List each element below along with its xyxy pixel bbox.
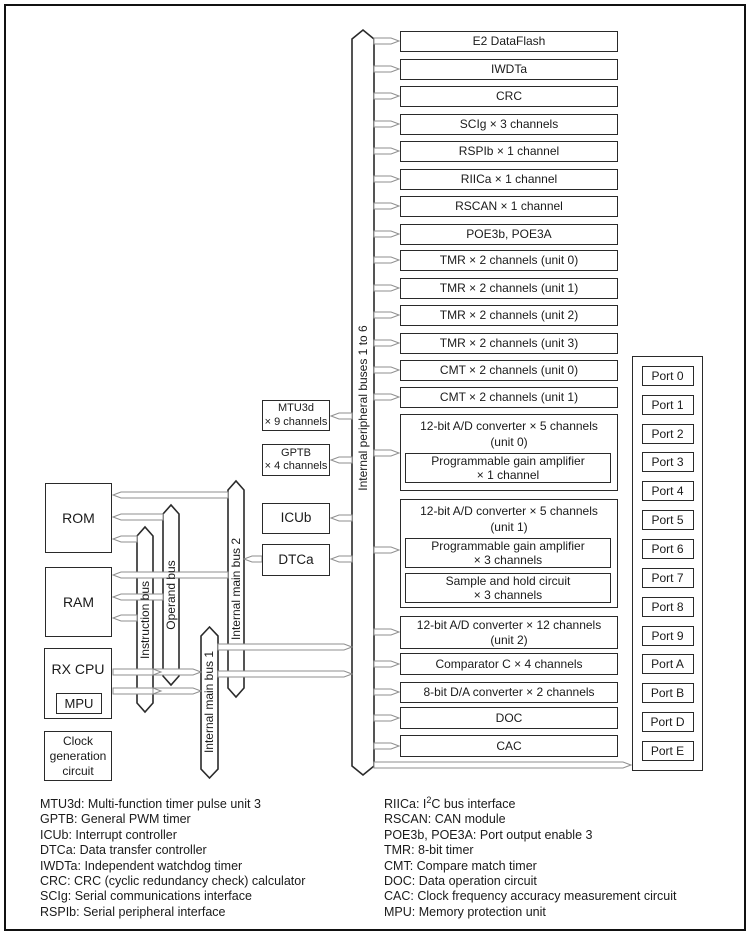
port-d: Port D (642, 712, 694, 732)
block-dtca: DTCa (262, 544, 330, 576)
block-comparator-c: Comparator C × 4 channels (400, 653, 618, 675)
block-dac: 8-bit D/A converter × 2 channels (400, 682, 618, 703)
bus-operand-label: Operand bus (164, 560, 178, 630)
block-pga-unit0: Programmable gain amplifier × 1 channel (405, 453, 611, 483)
legend-line: CAC: Clock frequency accuracy measurement circuit (384, 889, 677, 904)
block-rx-cpu (44, 648, 112, 719)
bus-internal-main-2-label: Internal main bus 2 (229, 537, 243, 641)
legend-right (384, 794, 677, 920)
legend-line: MTU3d: Multi-function timer pulse unit 3 (40, 797, 261, 811)
block-ram: RAM (45, 567, 112, 637)
block-scig: SCIg × 3 channels (400, 114, 618, 135)
adc-unit1-title: 12-bit A/D converter × 5 channels (unit 1) (420, 504, 598, 534)
adc-unit0-title: 12-bit A/D converter × 5 channels (unit 0) (420, 419, 598, 449)
legend-line: DTCa: Data transfer controller (40, 843, 207, 858)
port-b: Port B (642, 683, 694, 703)
port-9: Port 9 (642, 626, 694, 646)
mtu3d-name: MTU3d (277, 402, 315, 415)
port-a: Port A (642, 654, 694, 674)
block-clock-generation: Clock generation circuit (44, 731, 112, 781)
block-crc: CRC (400, 86, 618, 107)
port-5: Port 5 (642, 510, 694, 530)
legend-line: CRC: CRC (cyclic redundancy check) calculator (40, 874, 306, 889)
legend-line: POE3b, POE3A: Port output enable 3 (384, 827, 593, 842)
block-cmt-unit1: CMT × 2 channels (unit 1) (400, 387, 618, 408)
block-pga-unit1: Programmable gain amplifier × 3 channels (405, 538, 611, 568)
legend-line: RSPIb: Serial peripheral interface (40, 904, 226, 919)
rx-cpu-label: RX CPU (51, 661, 105, 677)
legend-line: SCIg: Serial communications interface (40, 889, 252, 904)
block-gptb (262, 444, 330, 476)
block-rom: ROM (45, 483, 112, 553)
block-tmr-unit3: TMR × 2 channels (unit 3) (400, 333, 618, 354)
port-3: Port 3 (642, 452, 694, 472)
block-cmt-unit0: CMT × 2 channels (unit 0) (400, 360, 618, 381)
block-adc-unit0 (400, 414, 618, 491)
gptb-name: GPTB (281, 446, 311, 459)
block-tmr-unit1: TMR × 2 channels (unit 1) (400, 278, 618, 299)
block-tmr-unit0: TMR × 2 channels (unit 0) (400, 250, 618, 271)
legend-line: ICUb: Interrupt controller (40, 827, 177, 842)
block-e2-dataflash: E2 DataFlash (400, 31, 618, 52)
gptb-channels: × 4 channels (264, 460, 328, 472)
block-rspib: RSPIb × 1 channel (400, 141, 618, 162)
bus-internal-main-1-label: Internal main bus 1 (202, 650, 216, 754)
legend-line: MPU: Memory protection unit (384, 904, 546, 919)
port-8: Port 8 (642, 597, 694, 617)
block-icub: ICUb (262, 503, 330, 534)
block-adc-unit1 (400, 499, 618, 608)
port-4: Port 4 (642, 481, 694, 501)
legend-line: DOC: Data operation circuit (384, 874, 537, 889)
bus-instruction-label: Instruction bus (138, 580, 152, 660)
legend-line: TMR: 8-bit timer (384, 843, 474, 858)
legend-line: IWDTa: Independent watchdog timer (40, 858, 243, 873)
block-iwdta: IWDTa (400, 59, 618, 80)
port-2: Port 2 (642, 424, 694, 444)
port-7: Port 7 (642, 568, 694, 588)
bus-internal-peripheral-label: Internal peripheral buses 1 to 6 (356, 325, 370, 491)
block-doc: DOC (400, 707, 618, 729)
legend-line: CMT: Compare match timer (384, 858, 537, 873)
block-tmr-unit2: TMR × 2 channels (unit 2) (400, 305, 618, 326)
ports-panel (632, 356, 703, 771)
legend-left (40, 797, 305, 920)
block-poe3: POE3b, POE3A (400, 224, 618, 245)
mtu3d-channels: × 9 channels (264, 415, 328, 428)
legend-line-riica: RIICa: $I^2C$ bus interface (384, 794, 516, 811)
block-mpu (56, 693, 102, 714)
port-6: Port 6 (642, 539, 694, 559)
port-e: Port E (642, 741, 694, 761)
block-adc-unit2: 12-bit A/D converter × 12 channels (unit 2) (400, 616, 618, 649)
block-sample-hold: Sample and hold circuit × 3 channels (405, 573, 611, 603)
block-mtu3d (262, 400, 330, 431)
block-rscan: RSCAN × 1 channel (400, 196, 618, 217)
legend-line: GPTB: General PWM timer (40, 812, 191, 827)
port-0: Port 0 (642, 366, 694, 386)
port-1: Port 1 (642, 395, 694, 415)
block-riica: RIICa × 1 channel (400, 169, 618, 190)
mpu-label: MPU (64, 695, 94, 711)
block-cac: CAC (400, 735, 618, 757)
legend-line: RSCAN: CAN module (384, 812, 506, 827)
